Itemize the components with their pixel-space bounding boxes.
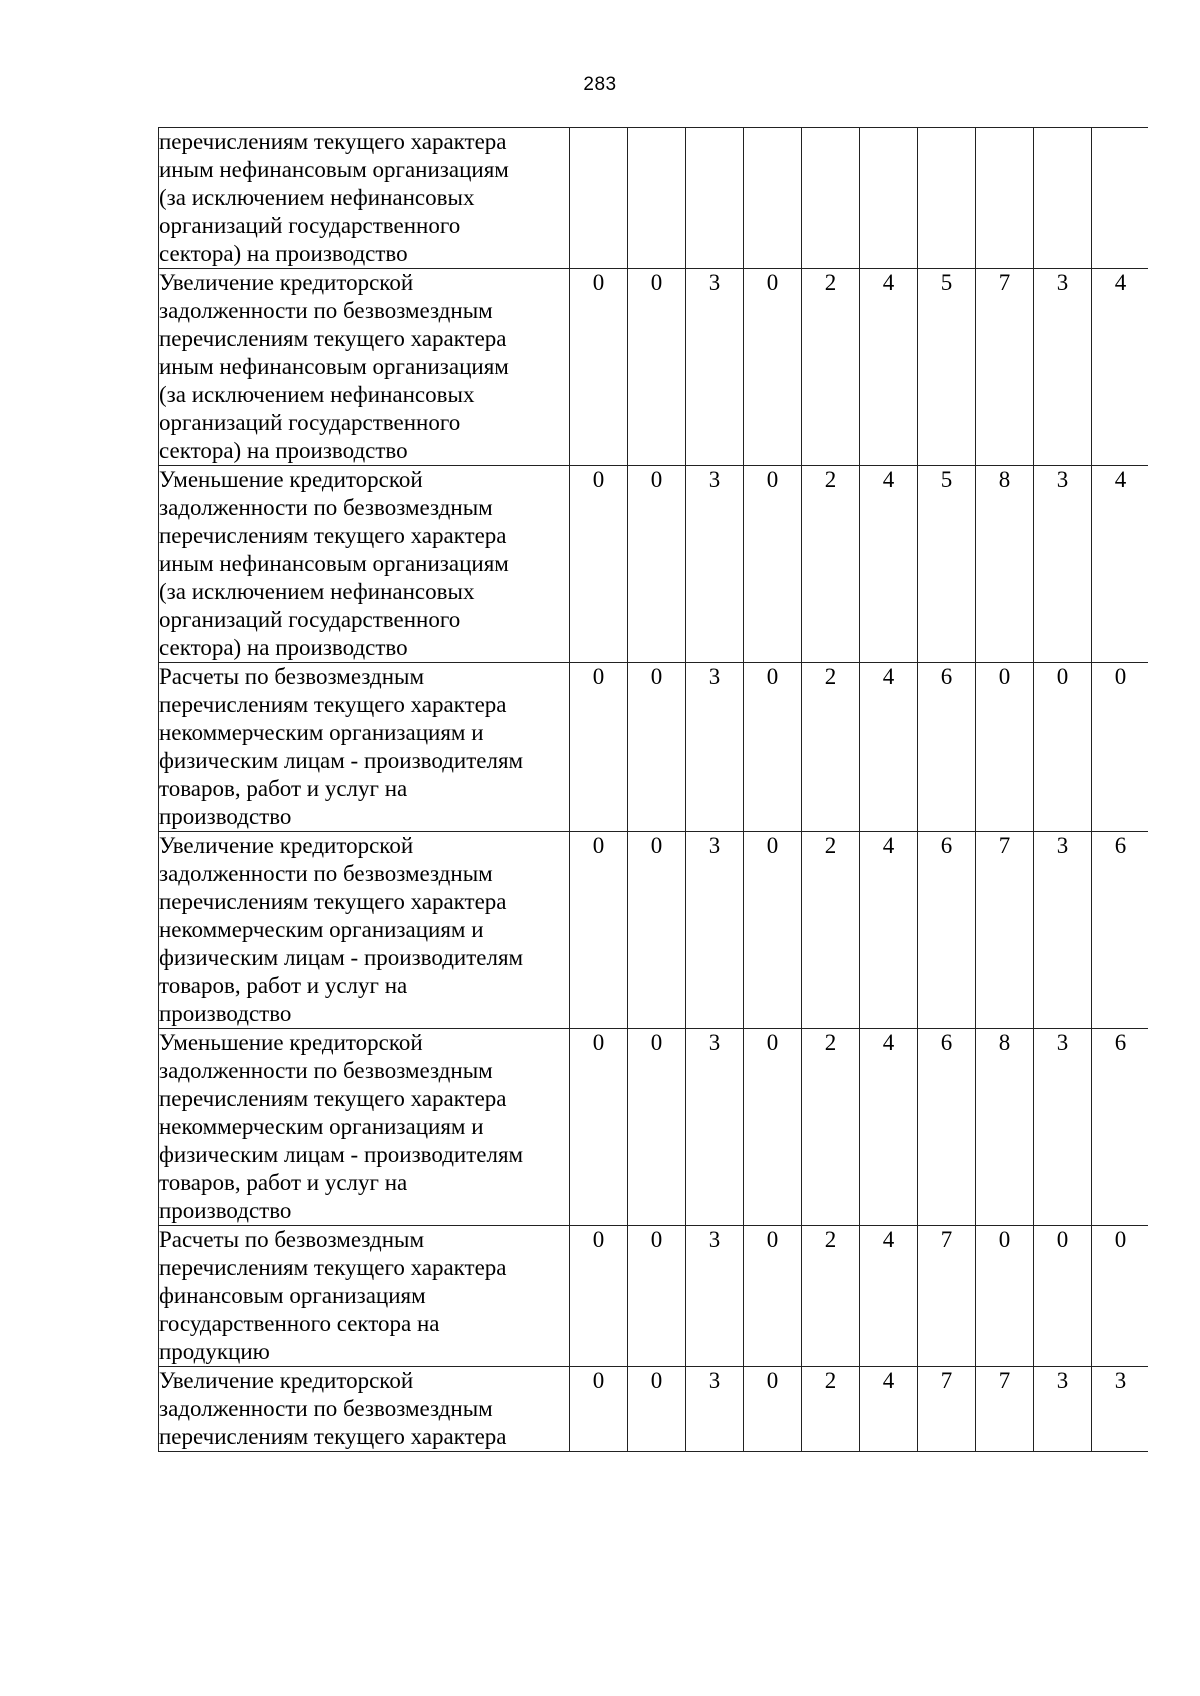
- code-digit-cell: [918, 128, 976, 269]
- code-digit-cell: 3: [686, 1367, 744, 1452]
- code-digit-cell: 2: [802, 1367, 860, 1452]
- description-line: Увеличение кредиторской: [159, 1368, 414, 1393]
- code-digit-cell: 3: [686, 663, 744, 832]
- row-description: [159, 466, 570, 663]
- description-line: государственного сектора на: [159, 1311, 440, 1336]
- description-line: товаров, работ и услуг на: [159, 973, 408, 998]
- description-line: сектора) на производство: [159, 635, 408, 660]
- description-line: перечислениям текущего характера: [159, 1086, 507, 1111]
- code-digit-cell: 0: [744, 663, 802, 832]
- code-digit-cell: 3: [1034, 832, 1092, 1029]
- code-digit-cell: 3: [1092, 1367, 1149, 1452]
- code-digit-cell: 0: [628, 832, 686, 1029]
- description-line: производство: [159, 1198, 292, 1223]
- description-line: организаций государственного: [159, 607, 461, 632]
- code-digit-cell: 0: [744, 1367, 802, 1452]
- table-row: [159, 128, 1149, 269]
- row-description: [159, 663, 570, 832]
- description-line: физическим лицам - производителям: [159, 945, 524, 970]
- code-digit-cell: 4: [860, 269, 918, 466]
- code-digit-cell: 5: [918, 466, 976, 663]
- code-digit-cell: 3: [686, 269, 744, 466]
- table-container: [158, 127, 1148, 1621]
- code-digit-cell: [976, 128, 1034, 269]
- description-line: перечислениям текущего характера: [159, 1424, 507, 1449]
- code-digit-cell: [1034, 128, 1092, 269]
- code-digit-cell: 4: [1092, 269, 1149, 466]
- code-digit-cell: 3: [1034, 466, 1092, 663]
- description-line: производство: [159, 1001, 292, 1026]
- code-digit-cell: 3: [686, 1226, 744, 1367]
- description-line: товаров, работ и услуг на: [159, 776, 408, 801]
- code-digit-cell: 6: [918, 1029, 976, 1226]
- code-digit-cell: 6: [1092, 832, 1149, 1029]
- description-line: задолженности по безвозмездным: [159, 1396, 493, 1421]
- account-codes-table: [158, 127, 1148, 1452]
- code-digit-cell: 0: [570, 663, 628, 832]
- code-digit-cell: 0: [570, 832, 628, 1029]
- code-digit-cell: 0: [570, 1029, 628, 1226]
- description-line: перечислениям текущего характера: [159, 889, 507, 914]
- code-digit-cell: 3: [686, 466, 744, 663]
- code-digit-cell: 0: [744, 269, 802, 466]
- code-digit-cell: 0: [1034, 1226, 1092, 1367]
- code-digit-cell: 0: [628, 1226, 686, 1367]
- code-digit-cell: [744, 128, 802, 269]
- code-digit-cell: 0: [1092, 663, 1149, 832]
- row-description: [159, 128, 570, 269]
- description-line: Уменьшение кредиторской: [159, 467, 423, 492]
- description-line: (за исключением нефинансовых: [159, 579, 475, 604]
- code-digit-cell: 0: [1092, 1226, 1149, 1367]
- code-digit-cell: 0: [744, 466, 802, 663]
- code-digit-cell: 0: [570, 1367, 628, 1452]
- description-line: некоммерческим организациям и: [159, 917, 484, 942]
- table-body: [159, 128, 1149, 1452]
- description-line: (за исключением нефинансовых: [159, 185, 475, 210]
- code-digit-cell: 6: [918, 663, 976, 832]
- code-digit-cell: 2: [802, 663, 860, 832]
- code-digit-cell: [860, 128, 918, 269]
- table-row: [159, 1226, 1149, 1367]
- description-line: Уменьшение кредиторской: [159, 1030, 423, 1055]
- description-line: сектора) на производство: [159, 438, 408, 463]
- description-line: Увеличение кредиторской: [159, 270, 414, 295]
- description-line: физическим лицам - производителям: [159, 748, 524, 773]
- description-line: производство: [159, 804, 292, 829]
- description-line: перечислениям текущего характера: [159, 326, 507, 351]
- code-digit-cell: 7: [918, 1226, 976, 1367]
- code-digit-cell: 4: [860, 1029, 918, 1226]
- code-digit-cell: 0: [628, 663, 686, 832]
- description-line: организаций государственного: [159, 213, 461, 238]
- description-line: физическим лицам - производителям: [159, 1142, 524, 1167]
- code-digit-cell: 7: [918, 1367, 976, 1452]
- code-digit-cell: 0: [570, 1226, 628, 1367]
- description-line: товаров, работ и услуг на: [159, 1170, 408, 1195]
- description-line: организаций государственного: [159, 410, 461, 435]
- description-line: некоммерческим организациям и: [159, 720, 484, 745]
- code-digit-cell: 0: [744, 1029, 802, 1226]
- description-line: Расчеты по безвозмездным: [159, 664, 425, 689]
- code-digit-cell: 3: [1034, 1029, 1092, 1226]
- code-digit-cell: 0: [744, 832, 802, 1029]
- code-digit-cell: 0: [570, 269, 628, 466]
- code-digit-cell: 8: [976, 466, 1034, 663]
- description-line: перечислениям текущего характера: [159, 1255, 507, 1280]
- code-digit-cell: [1092, 128, 1149, 269]
- description-line: продукцию: [159, 1339, 270, 1364]
- description-line: сектора) на производство: [159, 241, 408, 266]
- code-digit-cell: 4: [860, 1367, 918, 1452]
- description-line: задолженности по безвозмездным: [159, 861, 493, 886]
- table-row: [159, 466, 1149, 663]
- code-digit-cell: [628, 128, 686, 269]
- code-digit-cell: 7: [976, 1367, 1034, 1452]
- code-digit-cell: 2: [802, 269, 860, 466]
- row-description: [159, 269, 570, 466]
- description-line: Расчеты по безвозмездным: [159, 1227, 425, 1252]
- code-digit-cell: [570, 128, 628, 269]
- code-digit-cell: 4: [860, 832, 918, 1029]
- code-digit-cell: 0: [976, 1226, 1034, 1367]
- code-digit-cell: 5: [918, 269, 976, 466]
- code-digit-cell: 4: [860, 466, 918, 663]
- description-line: перечислениям текущего характера: [159, 692, 507, 717]
- code-digit-cell: 0: [1034, 663, 1092, 832]
- code-digit-cell: 0: [570, 466, 628, 663]
- row-description: [159, 1029, 570, 1226]
- description-line: иным нефинансовым организациям: [159, 551, 509, 576]
- description-line: задолженности по безвозмездным: [159, 298, 493, 323]
- page-number: 283: [583, 74, 617, 95]
- description-line: Увеличение кредиторской: [159, 833, 414, 858]
- table-row: [159, 663, 1149, 832]
- table-row: [159, 832, 1149, 1029]
- description-line: финансовым организациям: [159, 1283, 426, 1308]
- description-line: перечислениям текущего характера: [159, 523, 507, 548]
- description-line: иным нефинансовым организациям: [159, 354, 509, 379]
- description-line: (за исключением нефинансовых: [159, 382, 475, 407]
- description-line: задолженности по безвозмездным: [159, 1058, 493, 1083]
- code-digit-cell: 2: [802, 1029, 860, 1226]
- row-description: [159, 832, 570, 1029]
- table-row: [159, 269, 1149, 466]
- code-digit-cell: 0: [744, 1226, 802, 1367]
- code-digit-cell: 3: [686, 832, 744, 1029]
- code-digit-cell: 2: [802, 466, 860, 663]
- code-digit-cell: 2: [802, 832, 860, 1029]
- row-description: [159, 1226, 570, 1367]
- table-row: [159, 1029, 1149, 1226]
- code-digit-cell: 4: [860, 1226, 918, 1367]
- description-line: задолженности по безвозмездным: [159, 495, 493, 520]
- code-digit-cell: 3: [1034, 1367, 1092, 1452]
- code-digit-cell: [802, 128, 860, 269]
- code-digit-cell: [686, 128, 744, 269]
- row-description: [159, 1367, 570, 1452]
- code-digit-cell: 4: [1092, 466, 1149, 663]
- code-digit-cell: 4: [860, 663, 918, 832]
- code-digit-cell: 6: [1092, 1029, 1149, 1226]
- code-digit-cell: 0: [976, 663, 1034, 832]
- code-digit-cell: 3: [686, 1029, 744, 1226]
- code-digit-cell: 7: [976, 832, 1034, 1029]
- description-line: перечислениям текущего характера: [159, 129, 507, 154]
- code-digit-cell: 0: [628, 269, 686, 466]
- table-row: [159, 1367, 1149, 1452]
- description-line: некоммерческим организациям и: [159, 1114, 484, 1139]
- description-line: иным нефинансовым организациям: [159, 157, 509, 182]
- code-digit-cell: 0: [628, 1029, 686, 1226]
- code-digit-cell: 2: [802, 1226, 860, 1367]
- code-digit-cell: 6: [918, 832, 976, 1029]
- code-digit-cell: 3: [1034, 269, 1092, 466]
- code-digit-cell: 7: [976, 269, 1034, 466]
- code-digit-cell: 0: [628, 466, 686, 663]
- code-digit-cell: 0: [628, 1367, 686, 1452]
- code-digit-cell: 8: [976, 1029, 1034, 1226]
